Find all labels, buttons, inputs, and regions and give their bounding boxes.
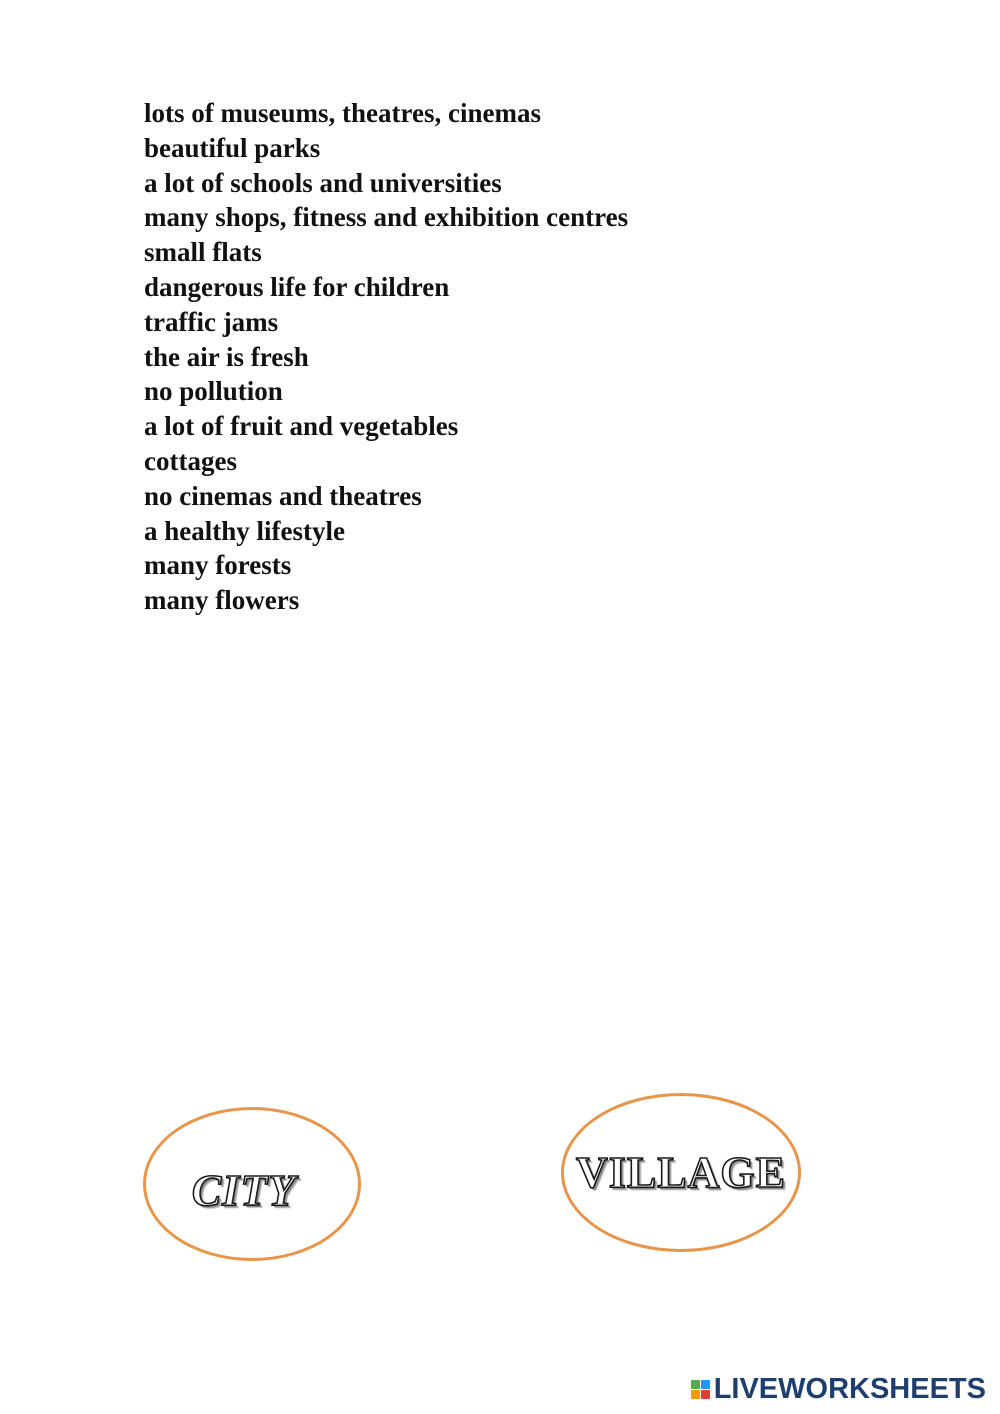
logo-square-blue bbox=[701, 1380, 710, 1389]
phrase-item[interactable]: small flats bbox=[144, 237, 262, 268]
phrase-item[interactable]: many shops, fitness and exhibition centres bbox=[144, 202, 629, 233]
logo-square-orange bbox=[691, 1390, 700, 1399]
brand-text: LIVEWORKSHEETS bbox=[713, 1373, 986, 1405]
phrase-item[interactable]: many flowers bbox=[144, 585, 300, 616]
city-drop-zone[interactable] bbox=[143, 1107, 361, 1261]
phrase-item[interactable]: dangerous life for children bbox=[144, 271, 450, 302]
phrase-item[interactable]: a healthy lifestyle bbox=[144, 515, 345, 546]
phrase-item[interactable]: lots of museums, theatres, cinemas bbox=[144, 98, 541, 128]
phrase-item[interactable]: cottages bbox=[144, 445, 237, 476]
city-label: CITY bbox=[191, 1165, 297, 1215]
phrase-item[interactable]: many forests bbox=[144, 550, 292, 581]
village-label: VILLAGE bbox=[576, 1148, 786, 1197]
phrase-item[interactable]: a lot of fruit and vegetables bbox=[144, 411, 459, 442]
phrase-item[interactable]: the air is fresh bbox=[144, 341, 309, 372]
liveworksheets-logo-icon bbox=[691, 1380, 710, 1399]
village-drop-zone[interactable] bbox=[561, 1093, 801, 1252]
phrase-item[interactable]: no cinemas and theatres bbox=[144, 480, 422, 511]
liveworksheets-brand bbox=[691, 1373, 986, 1406]
phrase-item[interactable]: traffic jams bbox=[144, 306, 279, 337]
logo-square-green bbox=[691, 1380, 700, 1389]
phrase-item[interactable]: a lot of schools and universities bbox=[144, 167, 502, 198]
phrase-item[interactable]: no pollution bbox=[144, 376, 283, 407]
phrase-item[interactable]: beautiful parks bbox=[144, 132, 321, 163]
phrase-list bbox=[144, 96, 628, 618]
logo-square-red bbox=[701, 1390, 710, 1399]
